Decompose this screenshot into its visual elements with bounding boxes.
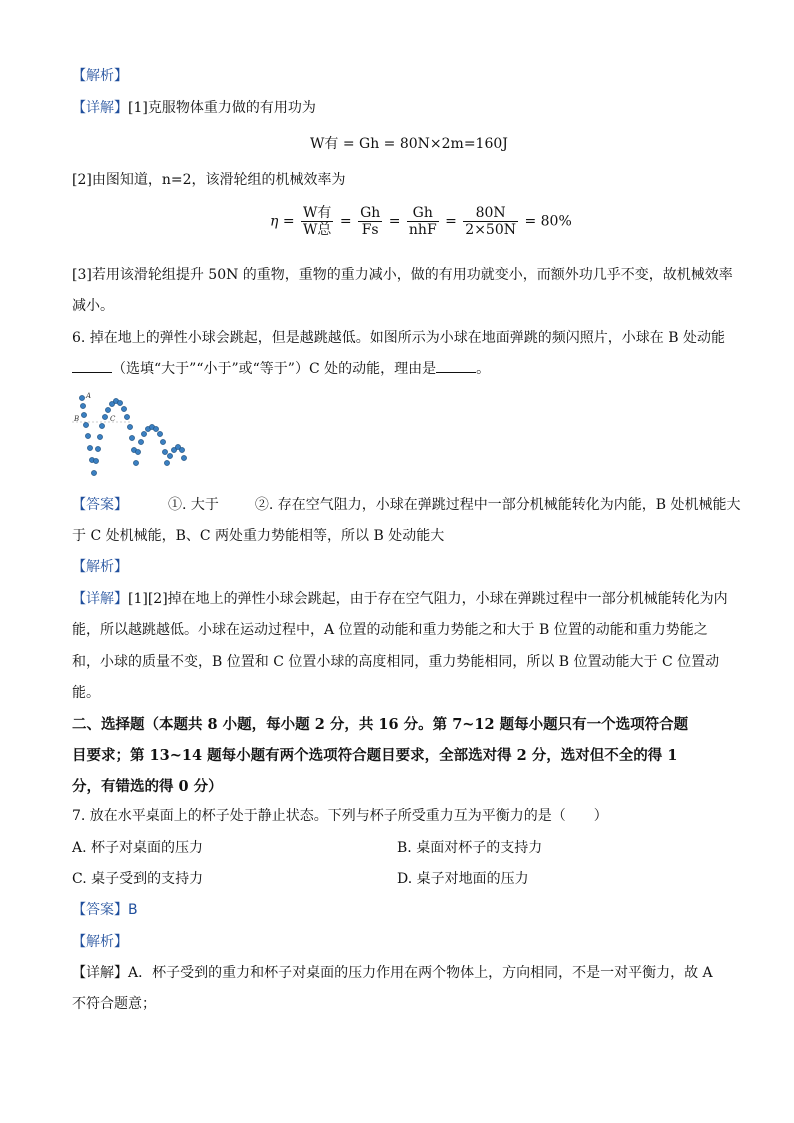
fraction-gh-fs: $\frac{Gh}{Fs}$ <box>360 205 381 238</box>
detail-line <box>72 98 316 118</box>
section-heading-3: 分，有错选的得 0 分） <box>72 778 223 795</box>
efficiency-intro: [2]由图知道，n=2，该滑轮组的机械效率为 <box>72 172 346 188</box>
q7-stem: 7. 放在水平桌面上的杯子处于静止状态。下列与杯子所受重力互为平衡力的是（ ） <box>72 808 608 824</box>
equation-useful-work: W有 = Gh = 80N×2m=160J <box>310 136 508 152</box>
fraction-w: $\frac{\text{W有}}{\text{W总}}$ <box>303 205 332 238</box>
q7-answer: 【答案】B <box>72 902 138 918</box>
q7-detail-2: 不符合题意； <box>72 996 156 1012</box>
q7-detail-1: 【详解】A．杯子受到的重力和杯子对桌面的压力作用在两个物体上，方向相同，不是一对平衡力，故 A <box>72 965 713 981</box>
q6-stem-1: 6. 掉在地上的弹性小球会跳起，但是越跳越低。如图所示为小球在地面弹跳的频闪照片，小球在 B 处动能 <box>72 330 725 346</box>
q6-answer-1: 【答案】 ①. 大于 ②. 存在空气阻力，小球在弹跳过程中一部分机械能转化为内能，B 处机械能大 <box>72 497 741 513</box>
answer-blank <box>436 360 476 373</box>
equation-efficiency: η = $\frac{\text{W有}}{\text{W总}}$ = $\frac{Gh}{Fs}$ = $\frac{Gh}{\text{nhF}}$ = $\frac{80N}{2\times 50N}$ = 80% <box>270 205 572 238</box>
fraction-numbers: $\frac{80N}{2\times 50N}$ <box>465 205 516 238</box>
q6-answer-2: 于 C 处机械能，B、C 两处重力势能相等，所以 B 处动能大 <box>72 528 445 544</box>
q6-detail-4: 能。 <box>72 685 100 701</box>
label-c: C <box>110 415 116 423</box>
section-heading-1: 二、选择题（本题共 8 小题，每小题 2 分，共 16 分。第 7~12 题每小题只有一个选项符合题 <box>72 716 689 733</box>
q6-stem-2: （选填“大于”“小于”或“等于”）C 处的动能，理由是 。 <box>72 359 490 379</box>
detail-line-3a: [3]若用该滑轮组提升 50N 的重物，重物的重力减小，做的有用功就变小，而额外功几乎不变，故机械效率 <box>72 267 733 283</box>
bouncing-ball-figure <box>70 390 200 480</box>
detail-text: [1]克服物体重力做的有用功为 <box>128 100 316 116</box>
section-heading-2: 目要求；第 13~14 题每小题有两个选项符合题目要求，全部选对得 2 分，选对但不全的得 1 <box>72 747 678 764</box>
detail-line-3b: 减小。 <box>72 298 114 314</box>
q7-option-c: C. 桌子受到的支持力 <box>72 871 204 887</box>
q6-detail-1: 【详解】[1][2]掉在地上的弹性小球会跳起，由于存在空气阻力，小球在弹跳过程中一部分机械能转化为内 <box>72 591 728 607</box>
label-b: B <box>74 415 80 423</box>
fraction-gh-nhf: $\frac{Gh}{\text{nhF}}$ <box>408 205 437 238</box>
analysis-label: 【解析】 <box>72 559 128 575</box>
q6-detail-2: 能，所以越跳越低。小球在运动过程中，A 位置的动能和重力势能之和大于 B 位置的动能和重力势能之 <box>72 622 708 638</box>
analysis-label: 【解析】 <box>72 68 128 84</box>
q7-option-d: D. 桌子对地面的压力 <box>397 871 529 887</box>
q7-option-b: B. 桌面对杯子的支持力 <box>397 840 543 856</box>
label-a: A <box>86 392 92 400</box>
answer-blank <box>72 360 112 373</box>
q7-option-a: A. 杯子对桌面的压力 <box>72 840 204 856</box>
q6-detail-3: 和，小球的质量不变，B 位置和 C 位置小球的高度相同，重力势能相同，所以 B 位置动能大于 C 位置动 <box>72 654 720 670</box>
analysis-label: 【解析】 <box>72 934 128 950</box>
detail-label: 【详解】 <box>72 100 128 116</box>
